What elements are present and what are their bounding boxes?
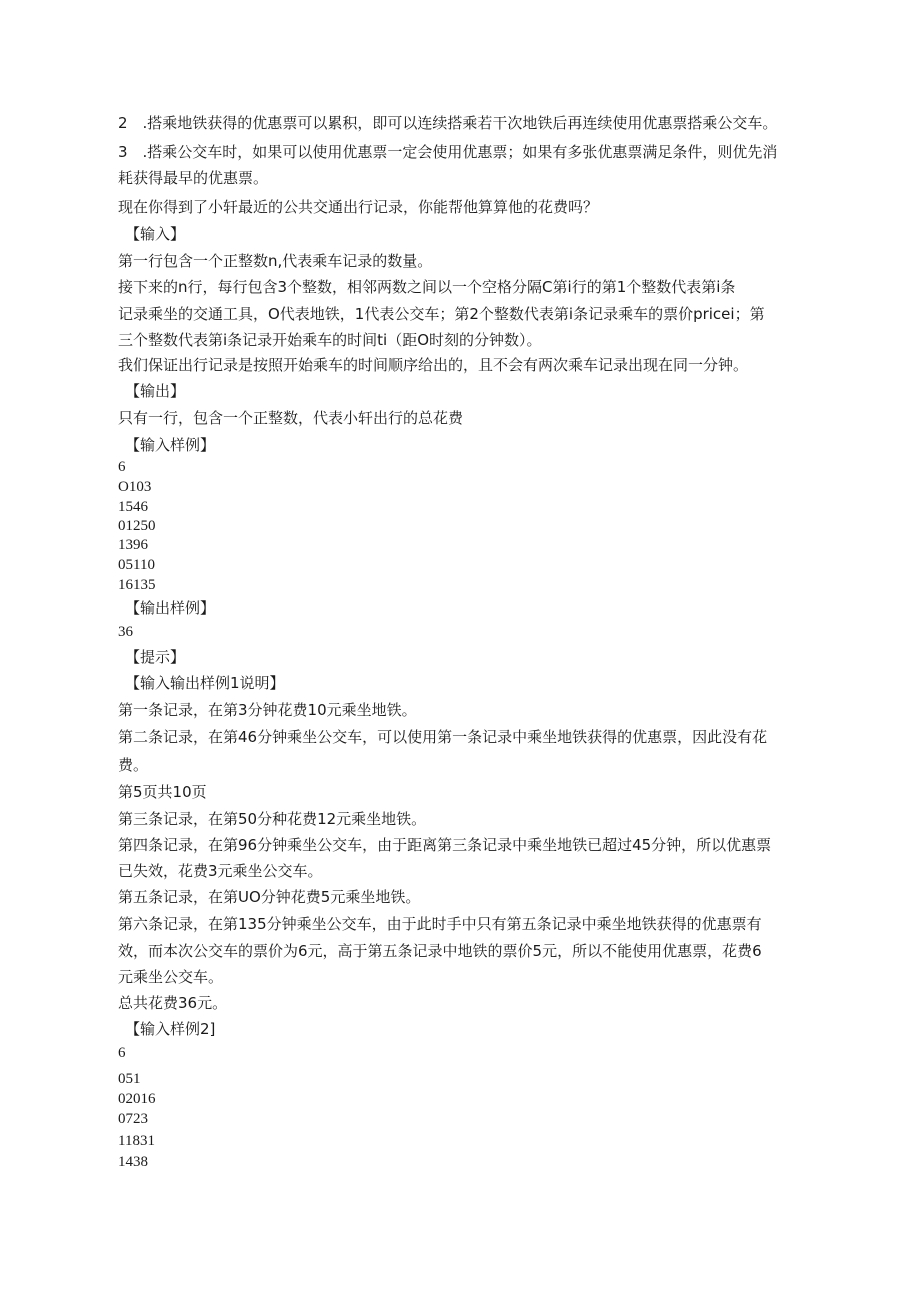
guarantee-text: 我们保证出行记录是按照开始乘车的时间顺序给出的，且不会有两次乘车记录出现在同一分钟。 xyxy=(118,356,749,374)
rule-3-text: 3 .搭乘公交车时，如果可以使用优惠票一定会使用优惠票；如果有多张优惠票满足条件，则优先消 xyxy=(118,143,778,161)
output-heading: 【输出】 xyxy=(125,382,186,400)
sample-input-line: 6 xyxy=(118,459,126,475)
sample-input-line: 1396 xyxy=(118,537,148,553)
sample-input-line: 1546 xyxy=(118,499,148,515)
rule-3-continued: 耗获得最早的优惠票。 xyxy=(118,169,269,187)
output-description: 只有一行，包含一个正整数，代表小轩出行的总花费 xyxy=(118,409,464,427)
explanation-record-2: 第二条记录，在第46分钟乘坐公交车，可以使用第一条记录中乘坐地铁获得的优惠票，因此没有花 xyxy=(118,728,768,746)
explanation-record-6-end: 元乘坐公交车。 xyxy=(118,968,224,986)
sample-input-2-heading: 【输入样例2] xyxy=(125,1020,216,1038)
sample-input-2-line: 02016 xyxy=(118,1091,156,1107)
input-description-1: 第一行包含一个正整数n,代表乘车记录的数量。 xyxy=(118,252,433,270)
explanation-record-2-continued: 费。 xyxy=(118,756,149,774)
explanation-record-4-continued: 已失效，花费3元乘坐公交车。 xyxy=(118,862,323,880)
sample-input-2-line: 1438 xyxy=(118,1154,148,1170)
input-heading: 【输入】 xyxy=(125,225,186,243)
sample-explanation-heading: 【输入输出样例1说明】 xyxy=(125,674,285,692)
explanation-record-5: 第五条记录，在第UO分钟花费5元乘坐地铁。 xyxy=(118,888,421,906)
hint-heading: 【提示】 xyxy=(125,648,186,666)
explanation-record-4: 第四条记录，在第96分钟乘坐公交车，由于距离第三条记录中乘坐地铁已超过45分钟，所以优惠票 xyxy=(118,836,772,854)
input-description-3: 记录乘坐的交通工具，O代表地铁，1代表公交车；第2个整数代表第i条记录乘车的票价pricei；第 xyxy=(118,305,765,323)
sample-output-heading: 【输出样例】 xyxy=(125,599,216,617)
input-description-2: 接下来的n行，每行包含3个整数，相邻两数之间以一个空格分隔C第i行的第1个整数代表第i条 xyxy=(118,278,736,296)
explanation-record-6: 第六条记录，在第135分钟乘坐公交车，由于此时手中只有第五条记录中乘坐地铁获得的优惠票有 xyxy=(118,915,762,933)
sample-input-2-line: 11831 xyxy=(118,1133,155,1149)
sample-input-line: 05110 xyxy=(118,557,155,573)
explanation-record-6-continued: 效，而本次公交车的票价为6元，高于第五条记录中地铁的票价5元，所以不能使用优惠票，花费6 xyxy=(118,942,762,960)
sample-input-2-line: 6 xyxy=(118,1045,126,1061)
sample-input-heading: 【输入样例】 xyxy=(125,436,216,454)
rule-2-text: 2 .搭乘地铁获得的优惠票可以累积，即可以连续搭乘若干次地铁后再连续使用优惠票搭乘公交车。 xyxy=(118,114,778,132)
sample-output-value: 36 xyxy=(118,624,133,640)
sample-input-line: 01250 xyxy=(118,518,156,534)
sample-input-2-line: 0723 xyxy=(118,1111,148,1127)
sample-input-line: O103 xyxy=(118,479,152,495)
explanation-record-1: 第一条记录，在第3分钟花费10元乘坐地铁。 xyxy=(118,701,417,719)
input-description-4: 三个整数代表第i条记录开始乘车的时间ti（距O时刻的分钟数）。 xyxy=(118,331,542,349)
sample-input-2-line: 051 xyxy=(118,1071,141,1087)
explanation-record-3: 第三条记录，在第50分种花费12元乘坐地铁。 xyxy=(118,810,427,828)
sample-input-line: 16135 xyxy=(118,577,156,593)
total-cost-text: 总共花费36元。 xyxy=(118,994,228,1012)
page-footer: 第5页共10页 xyxy=(118,783,207,801)
question-text: 现在你得到了小轩最近的公共交通出行记录，你能帮他算算他的花费吗？ xyxy=(118,198,599,216)
